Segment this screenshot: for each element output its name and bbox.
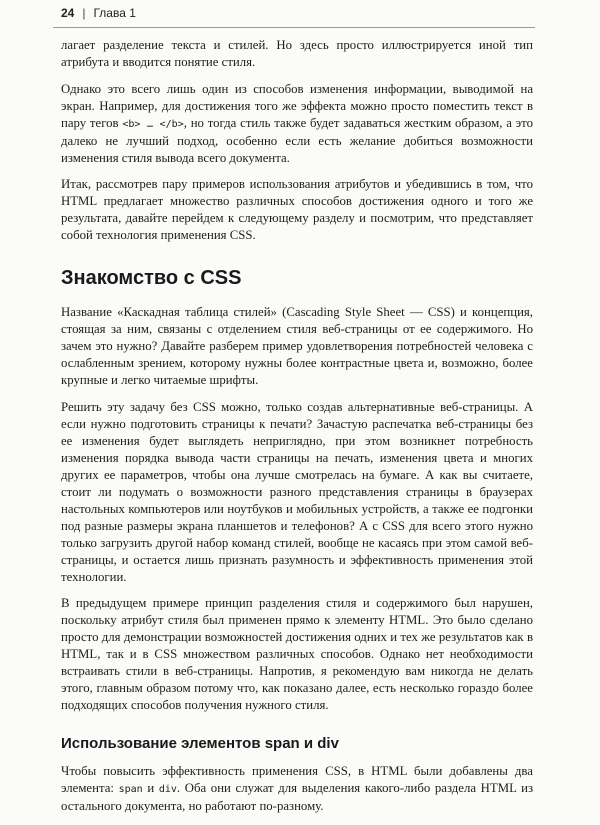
inline-code: span xyxy=(118,784,143,795)
page-number: 24 xyxy=(61,6,75,20)
text-run: . Оба они служат для выделения какого-либо раздела HTML из остального документа, но работают по-разному. xyxy=(61,781,534,813)
paragraph xyxy=(61,81,533,167)
chapter-title: Глава 1 xyxy=(93,6,136,20)
text-run: Чтобы повысить эффективность применения CSS, в HTML были добавлены два элемента: xyxy=(61,764,533,795)
text-run: , но тогда стиль также будет задаваться жестким образом, а это далеко не лучший подход, особенно если есть желание добиться возможности изменения стиля вывода всего документа. xyxy=(61,115,533,165)
running-header xyxy=(61,6,136,20)
section-heading: Знакомство с CSS xyxy=(61,267,242,289)
text-run: и xyxy=(142,781,159,795)
header-rule xyxy=(53,27,535,28)
paragraph: Итак, рассмотрев пару примеров использования атрибутов и убедившись в том, что HTML предлагает множество различных способов достижения одного и того же результата, давайте перейдем к следующему разделу и посмотрим, что представляет собой технология применения CSS. xyxy=(61,177,533,242)
paragraph: Решить эту задачу без CSS можно, только создав альтернативные веб-страницы. А если нужно подготовить страницы к печати? Зачастую распечатка веб-страницы без ее изменения будет выглядеть неприглядно, при этом возникнет потребность изменения порядка вывода части страницы на печать, изменения цвета и многих других ее параметров, чтобы она лучше смотрелась на бумаге. А как вы считаете, стоит ли подумать о возможности разного представления страницы в браузерах настольных компьютеров или ноутбуков и мобильных устройств, а также ее подгонки под разные размеры экрана планшетов и телефонов? А с CSS для всего этого нужно только загрузить другой набор команд стилей, вообще не касаясь при этом самой веб-страницы, и остается лишь признать разумность и эффективность применения этой технологии. xyxy=(61,399,533,584)
inline-code: div xyxy=(158,784,177,795)
header-separator: | xyxy=(82,6,86,20)
paragraph: Название «Каскадная таблица стилей» (Cascading Style Sheet — CSS) и концепция, стоящая за ним, связаны с отделением стиля веб-страницы от ее содержимого. Но зачем это нужно? Давайте разберем пример удовлетворения потребностей человека с ослабленным зрением, которому нужны более контрастные цвета и, возможно, более крупные и легко читаемые шрифты. xyxy=(61,305,533,387)
paragraph: лагает разделение текста и стилей. Но здесь просто иллюстрируется иной тип атрибута и вводится понятие стиля. xyxy=(61,38,533,69)
paragraph xyxy=(61,763,533,815)
text-run: Однако это всего лишь один из способов изменения информации, выводимой на экран. Например, для достижения того же эффекта можно просто поместить текст в пару тегов xyxy=(61,81,533,130)
paragraph: В предыдущем примере принцип разделения стиля и содержимого был нарушен, поскольку атрибут стиля был применен прямо к элементу HTML. Это было сделано просто для демонстрации возможностей достижения одних и тех же результатов как в HTML, так и в CSS множеством различных способов. Однако нет необходимости встраивать стили в веб-страницы. Напротив, я рекомендую вам никогда не делать этого, главным образом потому что, как показано далее, есть несколько гораздо более подходящих способов получения нужного стиля. xyxy=(61,596,533,712)
subsection-heading: Использование элементов span и div xyxy=(61,735,339,752)
inline-code: <b> … </b> xyxy=(122,118,184,130)
page-body xyxy=(61,37,533,825)
